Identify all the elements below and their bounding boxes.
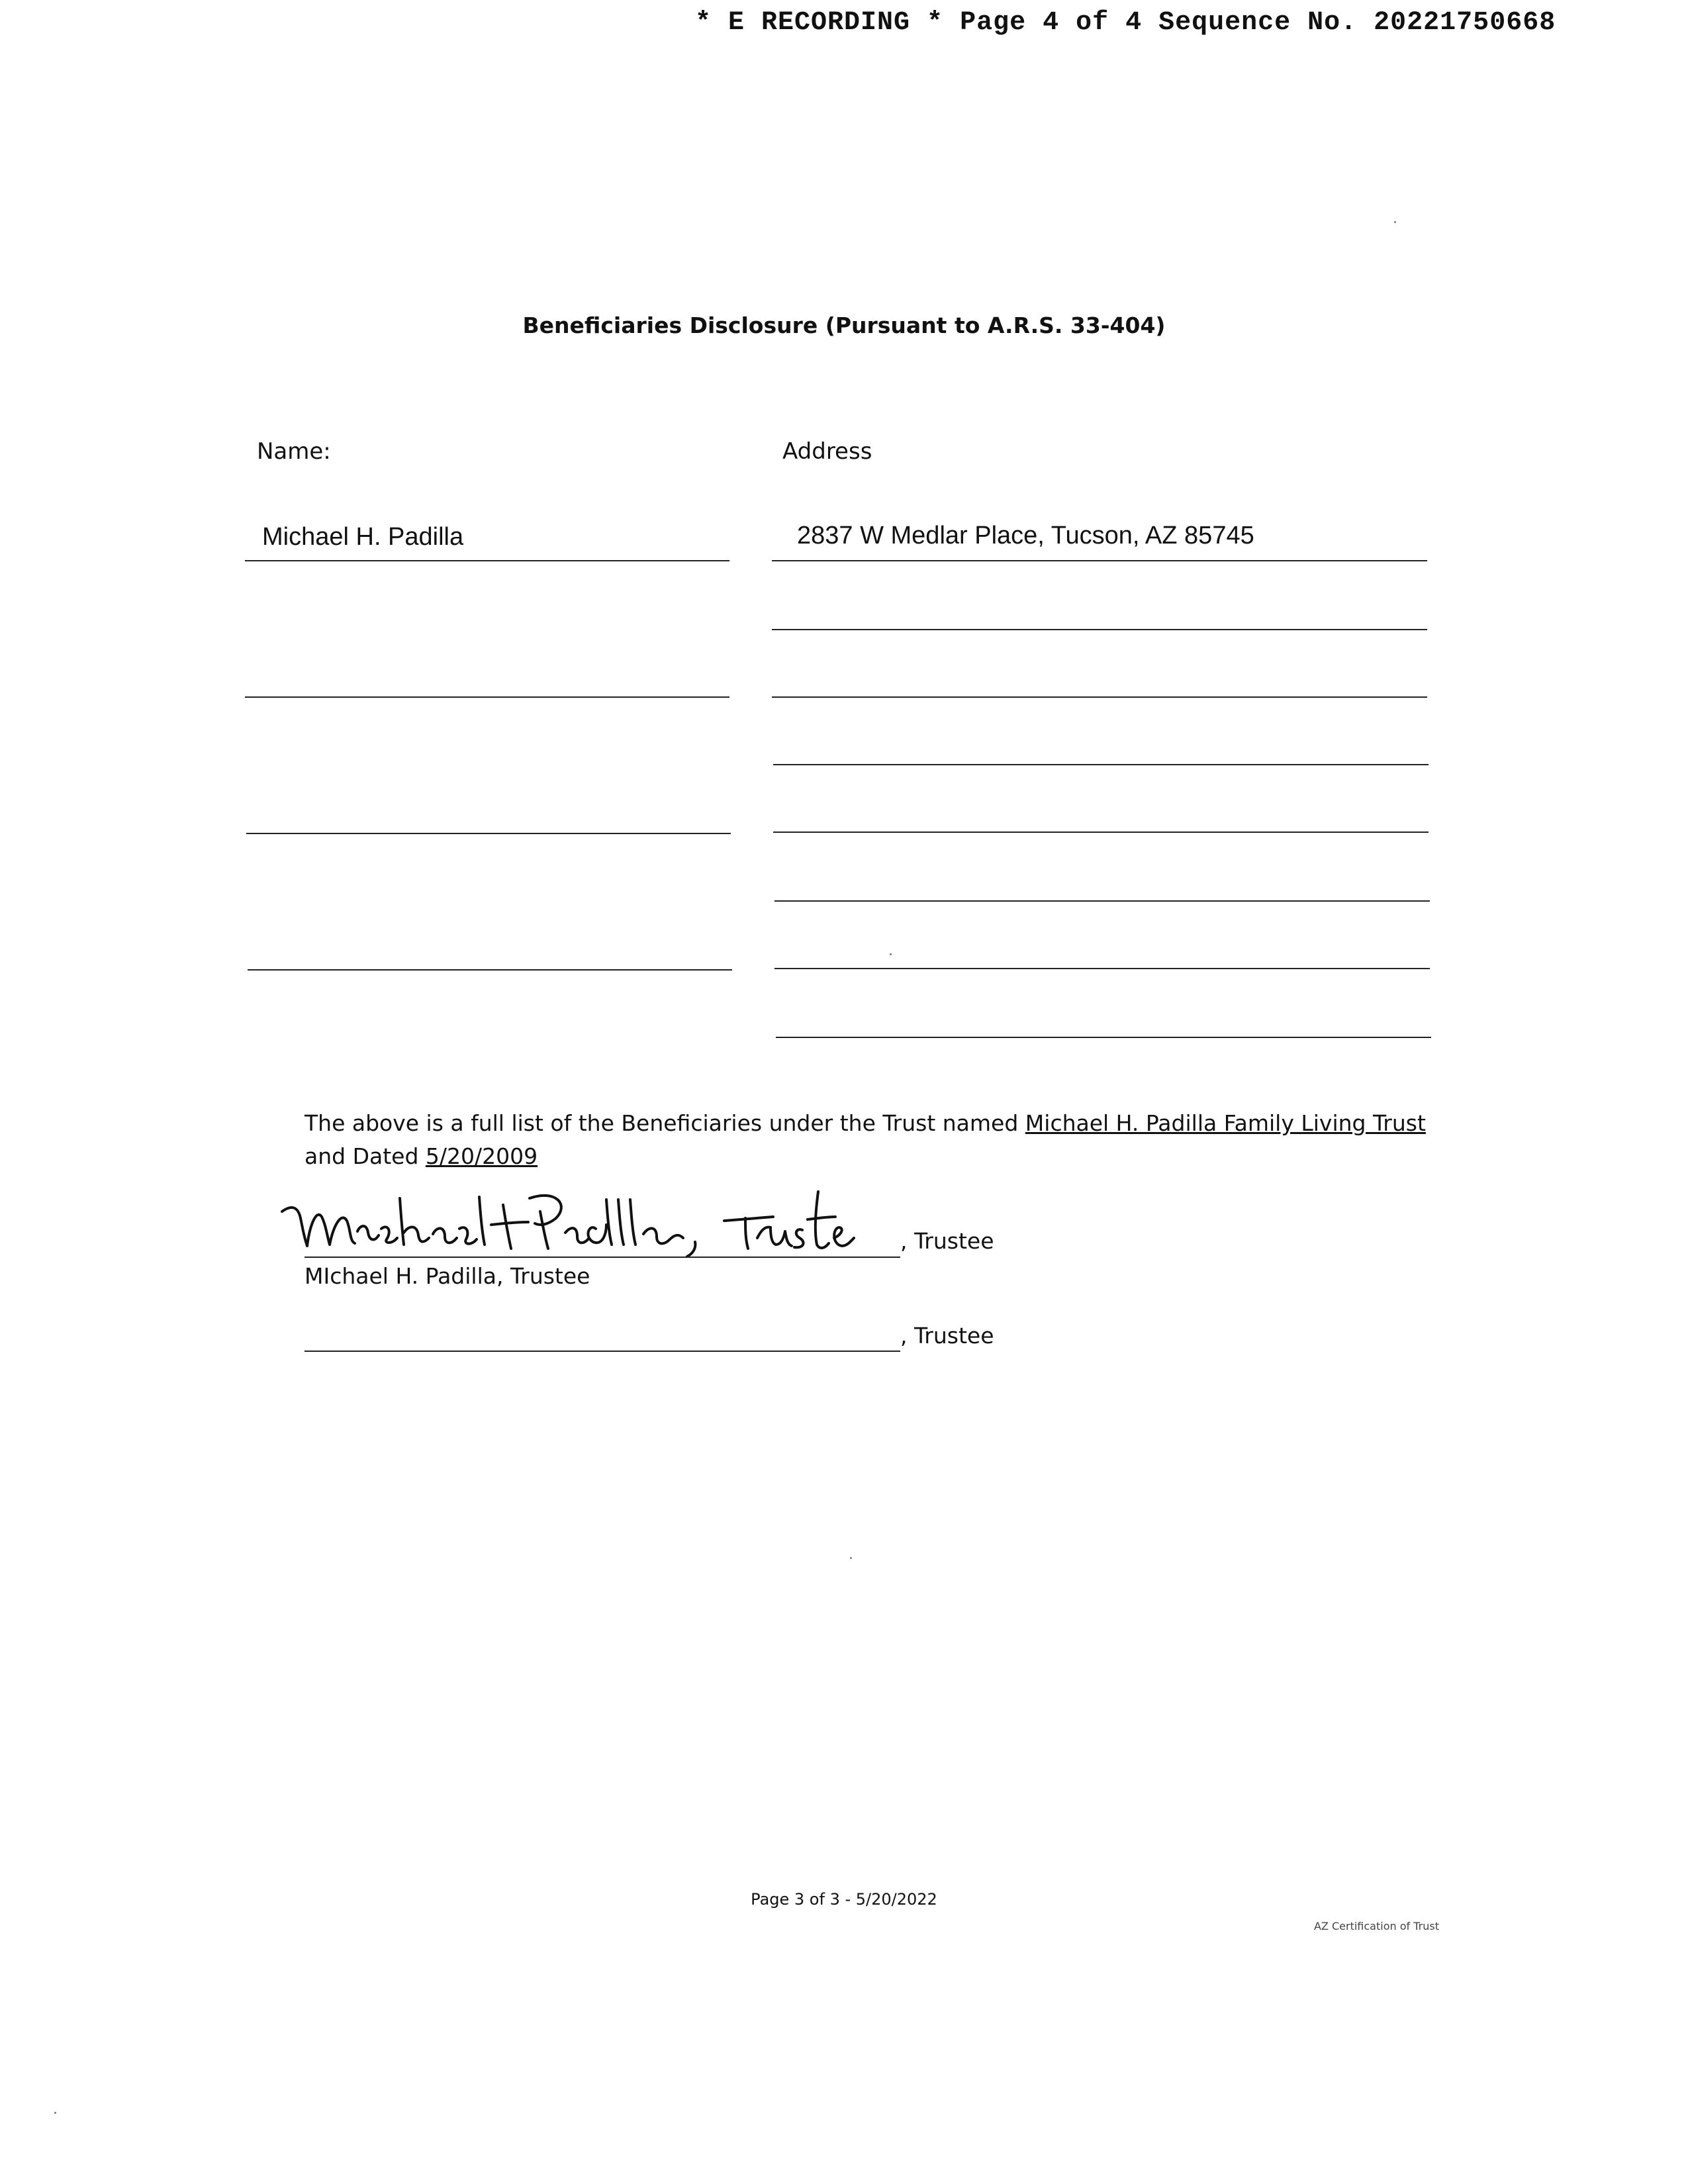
form-identifier: AZ Certification of Trust bbox=[1314, 1920, 1439, 1932]
scan-speck bbox=[850, 1557, 852, 1559]
address-line bbox=[773, 831, 1429, 833]
name-line bbox=[246, 833, 731, 834]
scan-speck bbox=[1394, 221, 1396, 223]
name-line bbox=[245, 560, 729, 561]
trustee-label: , Trustee bbox=[900, 1228, 994, 1254]
address-column-label: Address bbox=[782, 438, 872, 465]
beneficiary-address: 2837 W Medlar Place, Tucson, AZ 85745 bbox=[797, 522, 1254, 549]
address-line bbox=[773, 764, 1429, 765]
address-line bbox=[774, 900, 1430, 902]
trust-date: 5/20/2009 bbox=[425, 1143, 538, 1169]
scan-speck bbox=[54, 2112, 56, 2114]
address-line bbox=[772, 560, 1427, 561]
address-line bbox=[772, 629, 1427, 630]
address-line bbox=[776, 1037, 1431, 1038]
dated-text: and Dated bbox=[305, 1143, 426, 1169]
page-footer: Page 3 of 3 - 5/20/2022 bbox=[751, 1890, 937, 1909]
signature-line bbox=[305, 1257, 900, 1258]
beneficiary-name: Michael H. Padilla bbox=[262, 523, 464, 551]
address-line bbox=[774, 968, 1430, 969]
trustee-signature bbox=[278, 1185, 861, 1258]
name-column-label: Name: bbox=[257, 438, 331, 465]
trust-name: Michael H. Padilla Family Living Trust bbox=[1025, 1110, 1426, 1136]
second-signature-line bbox=[305, 1351, 900, 1352]
name-line bbox=[245, 696, 729, 698]
scan-speck bbox=[890, 953, 892, 955]
address-line bbox=[772, 696, 1427, 698]
statement-text: The above is a full list of the Beneficiaries under the Trust named bbox=[305, 1110, 1025, 1136]
second-trustee-label: , Trustee bbox=[900, 1323, 994, 1349]
name-line bbox=[248, 969, 732, 971]
document-title: Beneficiaries Disclosure (Pursuant to A.R.S. 33-404) bbox=[522, 312, 1166, 338]
beneficiary-statement bbox=[305, 1107, 1430, 1173]
recording-stamp: * E RECORDING * Page 4 of 4 Sequence No. 20221750668 bbox=[695, 8, 1556, 38]
trustee-printed-name: MIchael H. Padilla, Trustee bbox=[305, 1263, 590, 1289]
